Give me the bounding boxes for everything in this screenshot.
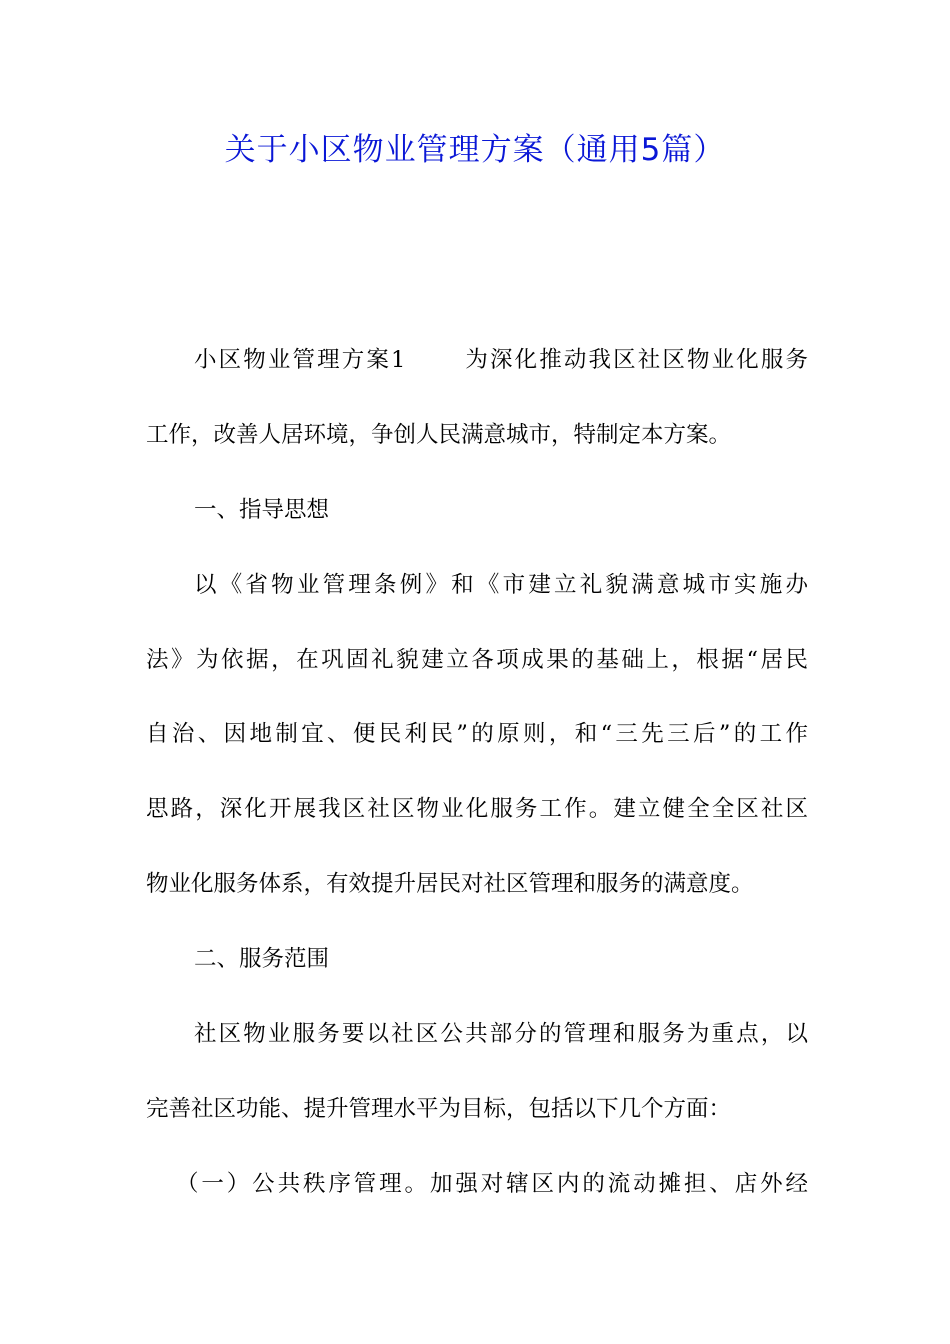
paragraph-line: 完善社区功能、提升管理水平为目标，包括以下几个方面： [146,1096,732,1122]
paragraph-line [146,345,808,375]
paragraph-line: 社区物业服务要以社区公共部分的管理和服务为重点，以 [194,1021,808,1047]
paragraph-line: 工作，改善人居环境，争创人民满意城市，特制定本方案。 [146,422,732,448]
document-title: 关于小区物业管理方案（通用5篇） [224,132,726,168]
paragraph-line: 法》为依据，在巩固礼貌建立各项成果的基础上，根据“居民 [146,647,808,673]
paragraph-line: 思路，深化开展我区社区物业化服务工作。建立健全全区社区 [146,796,808,822]
section-heading: 一、指导思想 [194,497,330,523]
paragraph-text: 为深化推动我区社区物业化服务 [463,347,808,373]
section-heading-1: 小区物业管理方案1 [194,347,406,373]
paragraph-line: 物业化服务体系，有效提升居民对社区管理和服务的满意度。 [146,871,754,897]
paragraph-line: 以《省物业管理条例》和《市建立礼貌满意城市实施办 [194,572,808,598]
section-heading: 二、服务范围 [194,946,330,972]
paragraph-line: 自治、因地制宜、便民利民”的原则，和“三先三后”的工作 [146,721,808,747]
paragraph-line: （一）公共秩序管理。加强对辖区内的流动摊担、店外经 [176,1171,808,1197]
